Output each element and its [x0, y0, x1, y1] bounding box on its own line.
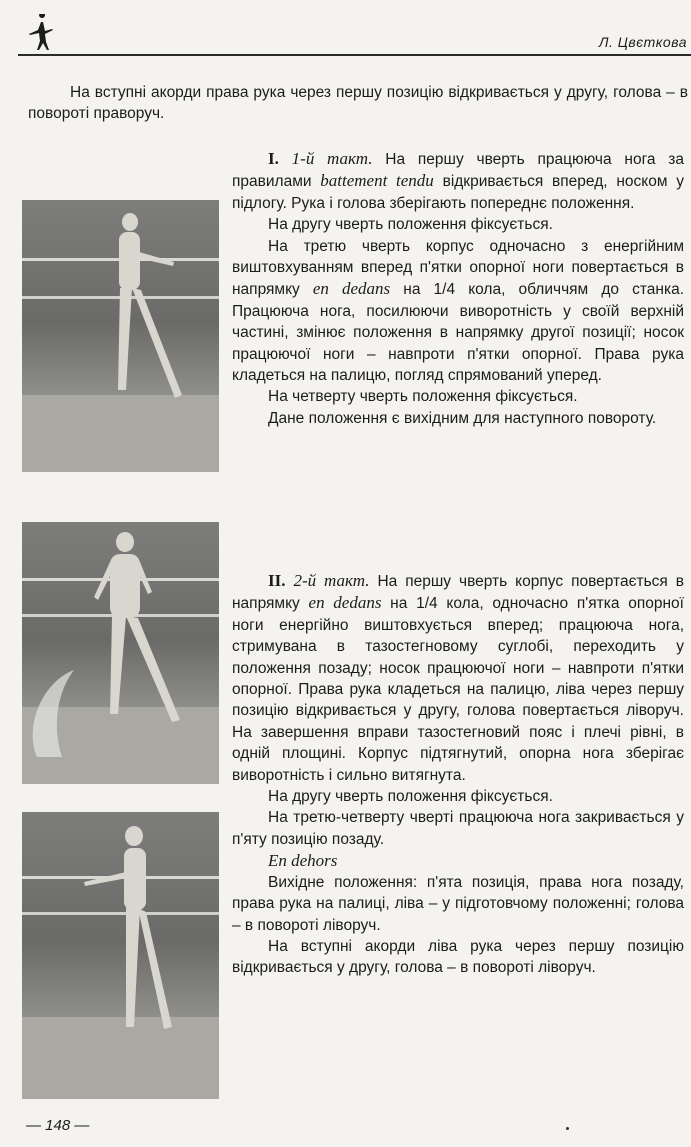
section-1-numeral: I.	[268, 149, 279, 168]
section-1-p3-a: На третю чверть корпус одночасно з енергійним виштовхуванням вперед п'ятки опорної ноги повертається в напрямку	[232, 237, 684, 299]
section-1-p5: Дане положення є вихідним для наступного повороту.	[268, 409, 657, 427]
section-2-p3: На третю-четверту чверті працююча нога закривається у п'яту позицію позаду.	[232, 809, 684, 848]
section-2-p1-b: на 1/4 кола, одночасно п'ятка опорної ноги енергійно виштовхується вперед; працююча нога, стримувана в тазостегновому суглобі, переходить у положення позаду; носок працюючої ноги – навпроти п'ятки опорної. Права рука кладеться на палицю, ліва через першу позицію відкривається у другу, голова повертається ліворуч. На завершення вправи тазостегновий пояс і плечі рівні, в одній площині. Корпус підтягнутий, опорна нога зберігає виворотність і сильно витягнута.	[232, 595, 684, 784]
ballerina-silhouette-icon	[22, 14, 62, 52]
section-1-p1-b: відкривається вперед, носком у підлогу. Рука і голова зберігають попереднє положення.	[232, 173, 685, 212]
section-2-p1-term: en dedans	[308, 593, 382, 613]
page-number: — 148 —	[26, 1117, 90, 1134]
section-1-p3-term: en dedans	[312, 279, 391, 299]
section-2-text	[232, 570, 684, 979]
section-1-bar: 1-й такт.	[291, 149, 373, 168]
intro-paragraph: На вступні акорди права рука через першу позицію відкривається у другу, голова – в повороті праворуч.	[28, 84, 688, 122]
section-2-subheading: En dehors	[268, 851, 338, 871]
header-rule	[18, 54, 691, 56]
section-2-p1-a: На першу чверть корпус повертається в напрямку	[232, 573, 685, 613]
section-1-text	[232, 148, 684, 429]
running-header-author: Л. Цвєткова	[598, 34, 687, 50]
section-2-p4: Вихідне положення: п'ята позиція, права нога позаду, права рука на палиці, ліва – у підготовчому положенні; голова – в повороті ліворуч.	[232, 873, 684, 934]
section-2-bar: 2-й такт.	[293, 571, 370, 590]
section-1-p1-term: battement tendu	[320, 171, 434, 191]
section-2-numeral: II.	[268, 571, 286, 590]
print-speck	[566, 1127, 569, 1130]
section-2-p5: На вступні акорди ліва рука через першу позицію відкривається у другу, голова – в повороті ліворуч.	[232, 937, 684, 977]
section-1-p3-b: на 1/4 кола, обличчям до станка. Працююча нога, посилюючи виворотність у своїй верхній частині, змінює положення в напрямку другої позиції; носок працюючої ноги – навпроти п'ятки опорної. Права рука кладеться на палицю, погляд спрямований уперед.	[232, 281, 684, 385]
ballet-photo-3	[22, 812, 219, 1099]
ballet-photo-1	[22, 200, 219, 472]
section-2-p2: На другу чверть положення фіксується.	[268, 788, 553, 806]
section-1-p1-a: На першу чверть працююча нога за правилами	[232, 151, 685, 191]
ballet-photo-2	[22, 522, 219, 784]
section-1-p4: На четверту чверть положення фіксується.	[268, 388, 578, 406]
section-1-p2: На другу чверть положення фіксується.	[268, 216, 553, 234]
